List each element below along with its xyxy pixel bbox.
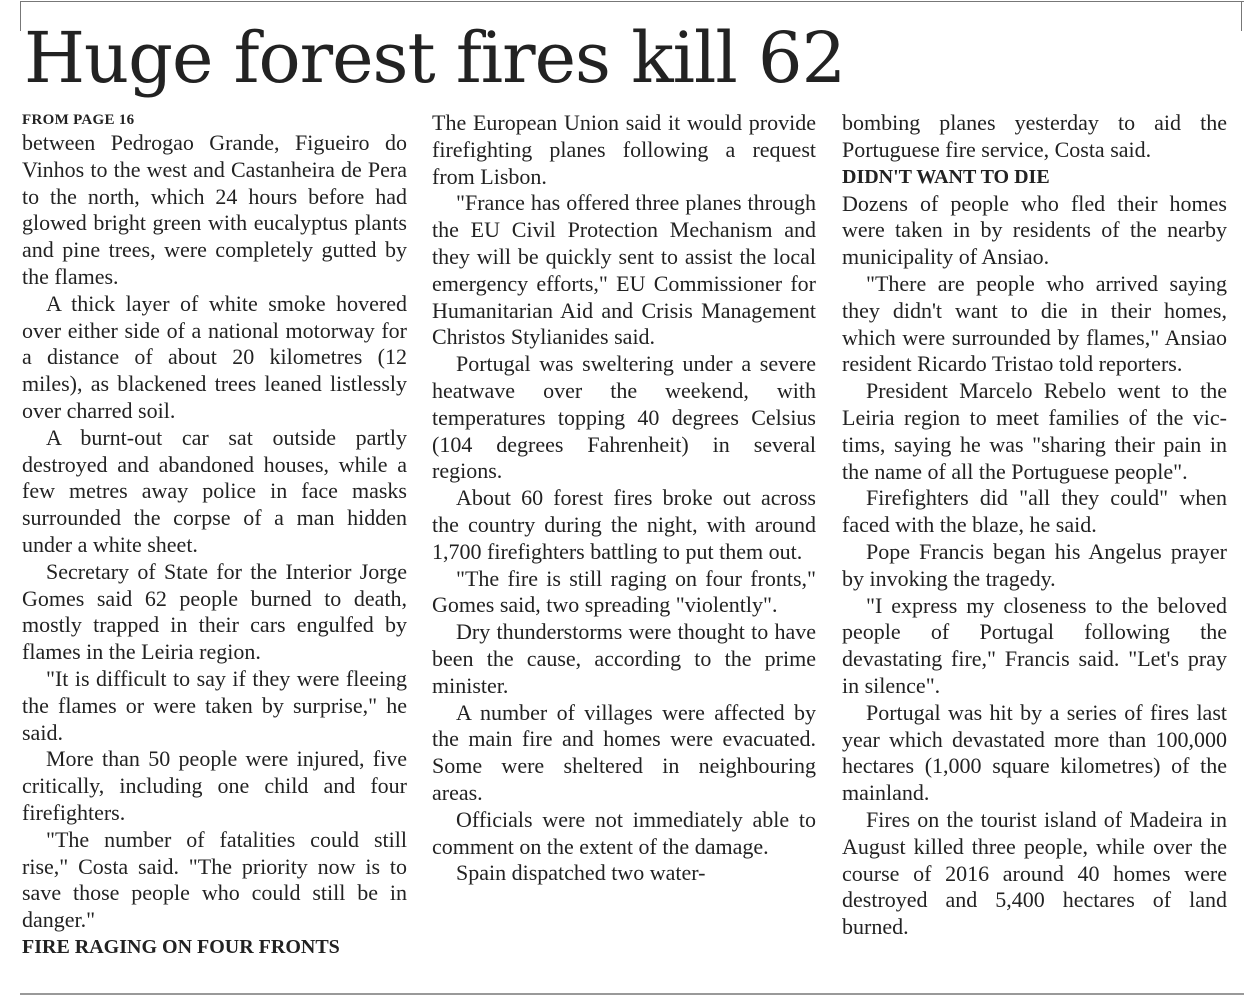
paragraph: Dozens of people who fled their homes were taken in by residents of the nearby municipality of Ansiao. [842, 190, 1227, 270]
paragraph: Dry thunderstorms were thought to have been the cause, according to the prime minister. [432, 619, 816, 698]
paragraph: between Pedrogao Grande, Figueiro do Vinhos to the west and Castanheira de Pera to the north, which 24 hours before had glowed bright green with eucalyptus plants and pine trees, were completely gutted by the flames. [22, 130, 407, 289]
paragraph: Firefighters did "all they could" when faced with the blaze, he said. [842, 485, 1227, 538]
paragraph: "The fire is still raging on four fronts," Gomes said, two spreading "violently". [432, 565, 816, 618]
article-column-1 [22, 110, 407, 961]
article-column-3 [842, 110, 1227, 941]
subhead-didnt-want-to-die: DIDN'T WANT TO DIE [842, 165, 1050, 188]
paragraph: "The number of fatalities could still rise," Costa said. "The priority now is to save those people who could still be in danger." [22, 826, 407, 933]
bottom-border-rule [20, 993, 1244, 995]
paragraph: Officials were not immediately able to comment on the extent of the damage. [432, 806, 816, 859]
paragraph: "I express my closeness to the beloved people of Portugal following the devastating fire," Francis said. "Let's pray in silence". [842, 592, 1227, 698]
paragraph: Spain dispatched two water- [456, 860, 706, 886]
paragraph: A thick layer of white smoke hovered over either side of a national motorway for a distance of about 20 kilometres (12 miles), as blackened trees leaned listlessly over charred soil. [22, 290, 407, 423]
paragraph: More than 50 people were injured, five critically, including one child and four firefighters. [22, 746, 407, 825]
paragraph: Fires on the tourist island of Madeira in August killed three people, while over the course of 2016 around 40 homes were destroyed and 5,400 hectares of land burned. [842, 806, 1227, 940]
paragraph: Pope Francis began his Angelus prayer by invoking the tragedy. [842, 538, 1227, 591]
paragraph: President Marcelo Rebelo went to the Leiria region to meet families of the victims, saying he was "sharing their pain in the name of all the Portuguese people". [842, 378, 1227, 484]
article-column-2 [432, 110, 816, 887]
left-border-rule [20, 1, 21, 31]
paragraph: Secretary of State for the Interior Jorge Gomes said 62 people burned to death, mostly trapped in their cars engulfed by flames in the Leiria region. [22, 558, 407, 665]
paragraph: About 60 forest fires broke out across the country during the night, with around 1,700 firefighters battling to put them out. [432, 485, 816, 564]
paragraph: A number of villages were affected by the main fire and homes were evacuated. Some were sheltered in neighbouring areas. [432, 699, 816, 805]
paragraph: A burnt-out car sat outside partly destroyed and abandoned houses, while a few metres away police in face masks surrounded the corpse of a man hidden under a white sheet. [22, 424, 407, 557]
paragraph: bombing planes yesterday to aid the Portuguese fire service, Costa said. [842, 110, 1227, 162]
paragraph: "There are people who arrived saying they didn't want to die in their homes, which were surrounded by flames," Ansiao resident Ricardo Tristao told reporters. [842, 270, 1227, 377]
paragraph: "France has offered three planes through the EU Civil Protection Mechanism and they will be quickly sent to assist the local emergency efforts," EU Commissioner for Humanitarian Aid and Crisis Management Christos Stylianides said. [432, 190, 816, 350]
paragraph: Portugal was hit by a series of fires last year which devastated more than 100,000 hectares (1,000 square kilometres) of the mainland. [842, 699, 1227, 806]
article-headline: Huge forest fires kill 62 [24, 17, 846, 99]
top-border-rule [20, 1, 1244, 2]
right-border-rule [1241, 1, 1242, 31]
subhead-fire-raging: FIRE RAGING ON FOUR FRONTS [22, 935, 340, 958]
continuation-kicker: FROM PAGE 16 [22, 112, 135, 128]
paragraph: "It is difficult to say if they were fleeing the flames or were taken by surprise," he said. [22, 665, 407, 745]
paragraph: The European Union said it would provide firefighting planes following a request from Lisbon. [432, 110, 816, 189]
paragraph: Portugal was sweltering under a severe heatwave over the weekend, with temperatures topping 40 degrees Celsius (104 degrees Fahrenheit) in several regions. [432, 351, 816, 484]
